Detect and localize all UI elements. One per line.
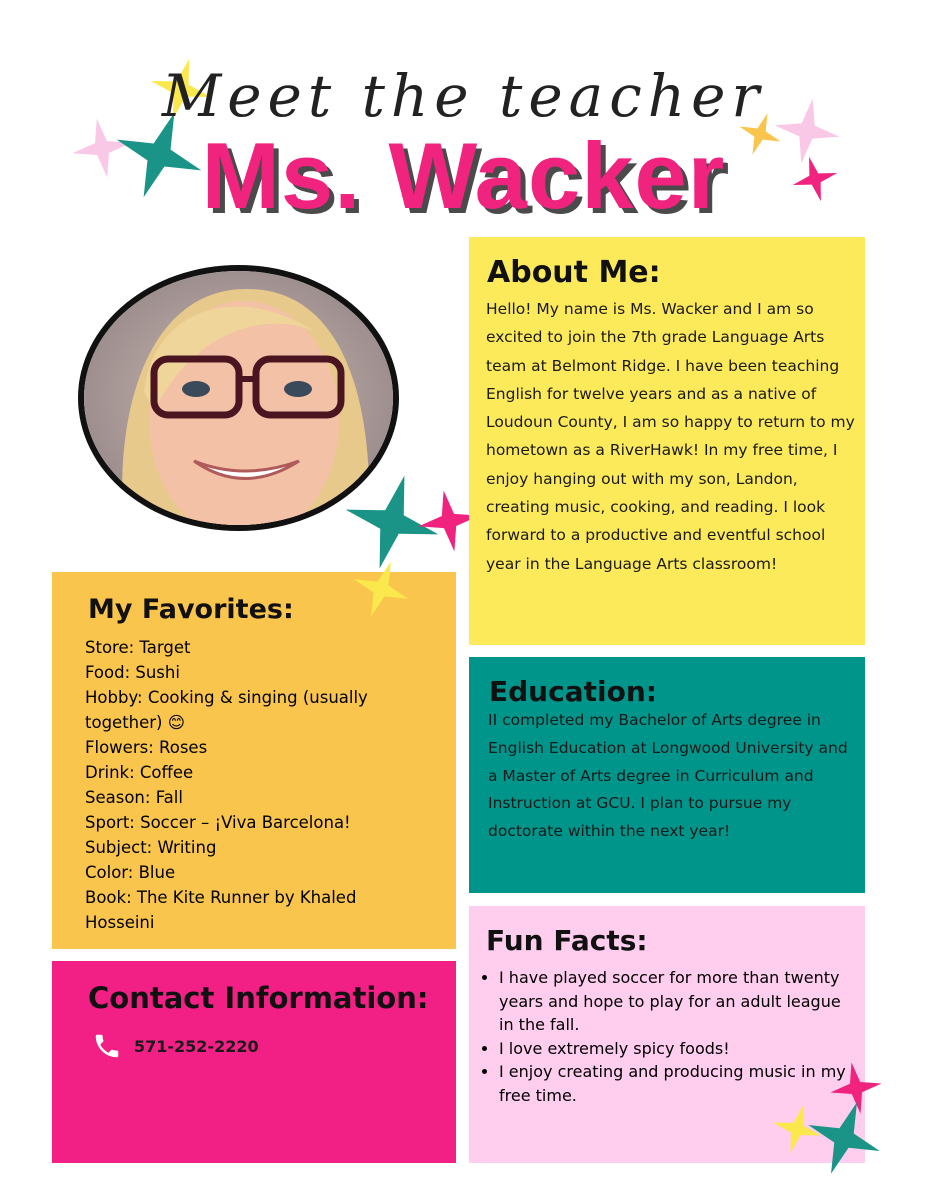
fun-facts-heading: Fun Facts: [486,924,648,957]
education-section [469,657,865,893]
favorites-list [85,635,415,935]
list-item: Season: Fall [85,788,183,807]
about-me-section [469,237,865,645]
teacher-name-title: Ms. Wacker [201,123,726,228]
about-text: Hello! My name is Ms. Wacker and I am so excited to join the 7th grade Language Arts team at Belmont Ridge. I have been teaching English for twelve years and as a native of Loudoun County, I am so happy to return to my hometown as a RiverHawk! In my free time, I enjoy hanging out with my son, Landon, creating music, cooking, and reading. I look forward to a productive and eventful school year in the Language Arts classroom! [486,300,855,573]
meet-the-teacher-title: Meet the teacher [161,62,766,130]
list-item: Sport: Soccer – ¡Viva Barcelona! [85,813,351,832]
list-item: • I have played soccer for more than twenty years and hope to play for an adult league in the fall. [499,966,859,1037]
list-item: Drink: Coffee [85,763,194,782]
list-item: • I enjoy creating and producing music in my free time. [499,1060,859,1107]
about-heading: About Me: [487,255,661,290]
list-item: Color: Blue [85,863,176,882]
contact-heading: Contact Information: [88,981,429,1015]
favorites-section [52,572,456,949]
phone-number[interactable]: 571-252-2220 [134,1036,259,1056]
list-item: Food: Sushi [85,663,180,682]
education-heading: Education: [489,675,657,708]
list-item: Hobby: Cooking & singing (usually together) 😊 [85,688,368,732]
contact-section [52,961,456,1163]
list-item: Book: The Kite Runner by Khaled Hosseini [85,888,357,932]
fun-facts-list [479,966,859,1107]
star-icon [806,1100,882,1176]
phone-icon [92,1031,122,1061]
list-item: Flowers: Roses [85,738,208,757]
list-item: Subject: Writing [85,838,217,857]
education-text: II completed my Bachelor of Arts degree in English Education at Longwood University and a Master of Arts degree in Curriculum and Instruction at GCU. I plan to pursue my doctorate within the next year! [488,711,848,841]
favorites-heading: My Favorites: [88,594,294,625]
star-icon [352,560,410,618]
phone-row[interactable] [92,1031,259,1061]
list-item: Store: Target [85,638,191,657]
list-item: • I love extremely spicy foods! [499,1037,859,1061]
